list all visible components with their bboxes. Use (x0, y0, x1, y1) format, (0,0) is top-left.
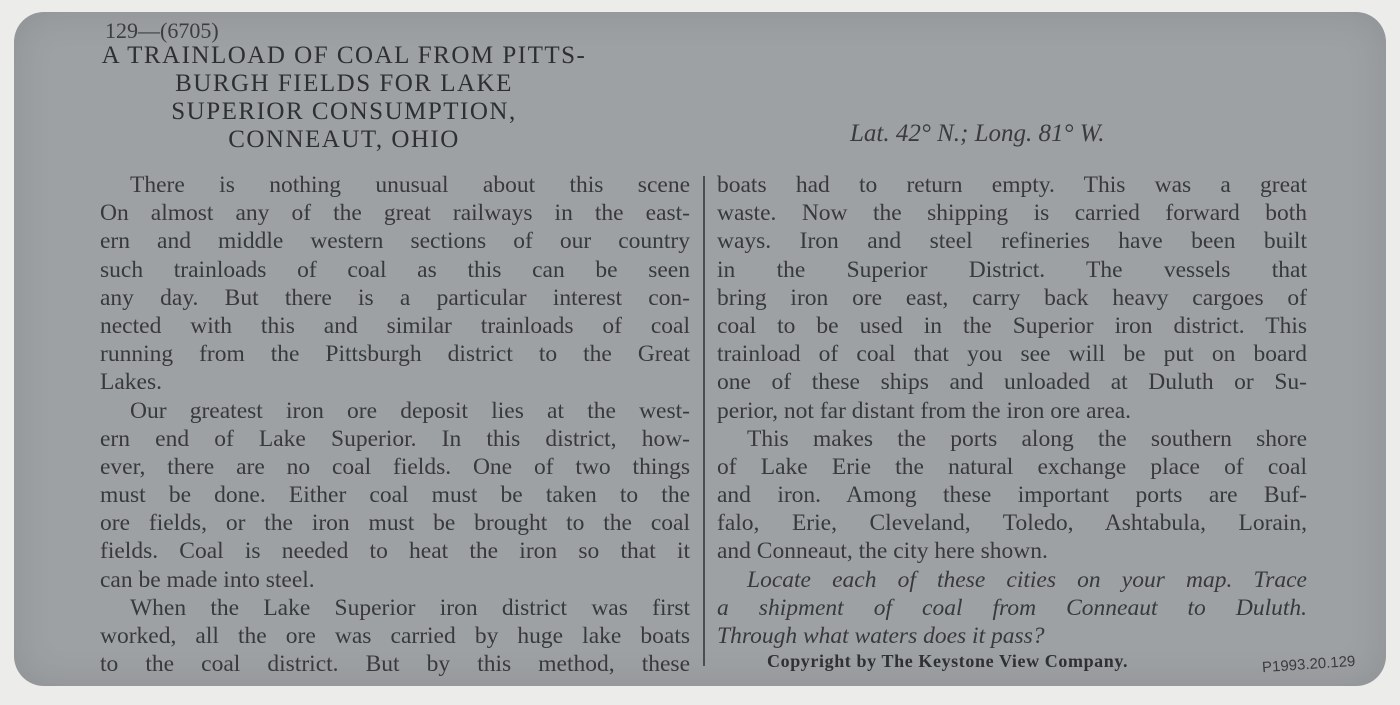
text-line: to the coal district. But by this method, these (100, 651, 690, 678)
text-line: worked, all the ore was carried by huge lake boats (100, 623, 690, 649)
text-line: ern and middle western sections of our country (100, 228, 690, 255)
text-line: any day. But there is a particular interest con- (100, 284, 690, 311)
text-line: This makes the ports along the southern shore (747, 425, 1307, 452)
text-line: one of these ships and unloaded at Duluth or Su- (717, 369, 1307, 396)
text-line: Lakes. (100, 369, 162, 396)
text-line: ern end of Lake Superior. In this district, how- (100, 425, 690, 452)
text-line: falo, Erie, Cleveland, Toledo, Ashtabula, Lorain, (717, 510, 1307, 537)
text-line: There is nothing unusual about this scene (130, 172, 690, 198)
text-line: ways. Iron and steel refineries have been built (717, 228, 1307, 255)
title-line-3: SUPERIOR CONSUMPTION, (171, 98, 517, 125)
text-line: Locate each of these cities on your map. Trace (747, 566, 1307, 593)
text-line: waste. Now the shipping is carried forward both (717, 200, 1307, 227)
text-line: in the Superior District. The vessels that (717, 256, 1307, 283)
catalog-number: 129—(6705) (105, 18, 219, 43)
text-line: running from the Pittsburgh district to the Great (100, 341, 690, 368)
text-line: ever, there are no coal fields. One of two things (100, 453, 690, 480)
text-line: must be done. Either coal must be taken to the (100, 482, 690, 509)
column-divider (703, 176, 705, 666)
text-line: perior, not far distant from the iron ore area. (717, 397, 1132, 424)
text-line: and Conneaut, the city here shown. (717, 538, 1048, 565)
text-line: Our greatest iron ore deposit lies at the west- (130, 397, 690, 424)
copyright-notice: Copyright by The Keystone View Company. (767, 651, 1129, 671)
text-line: On almost any of the great railways in the east- (100, 200, 690, 227)
text-line: coal to be used in the Superior iron district. This (717, 312, 1307, 339)
accession-number: P1993.20.129 (1261, 652, 1356, 677)
title-line-4: CONNEAUT, OHIO (228, 126, 460, 153)
text-line: nected with this and similar trainloads of coal (100, 312, 690, 339)
text-line: of Lake Erie the natural exchange place of coal (717, 453, 1307, 480)
coordinates: Lat. 42° N.; Long. 81° W. (850, 120, 1105, 147)
text-line: a shipment of coal from Conneaut to Duluth. (717, 594, 1307, 621)
text-line: When the Lake Superior iron district was first (130, 594, 690, 621)
text-line: can be made into steel. (100, 566, 315, 593)
title-line-1: A TRAINLOAD OF COAL FROM PITTS- (101, 42, 587, 69)
left-text-column (100, 171, 690, 678)
text-line: boats had to return empty. This was a great (717, 172, 1307, 198)
text-line: Through what waters does it pass? (717, 623, 1045, 649)
title-line-2: BURGH FIELDS FOR LAKE (175, 70, 513, 97)
text-line: trainload of coal that you see will be put on board (717, 341, 1307, 368)
text-line: such trainloads of coal as this can be seen (100, 256, 690, 283)
right-text-column (717, 171, 1307, 650)
text-line: and iron. Among these important ports are Buf- (717, 482, 1307, 509)
text-line: fields. Coal is needed to heat the iron so that it (100, 538, 690, 565)
text-line: ore fields, or the iron must be brought to the coal (100, 510, 690, 537)
text-line: bring iron ore east, carry back heavy cargoes of (717, 284, 1307, 311)
